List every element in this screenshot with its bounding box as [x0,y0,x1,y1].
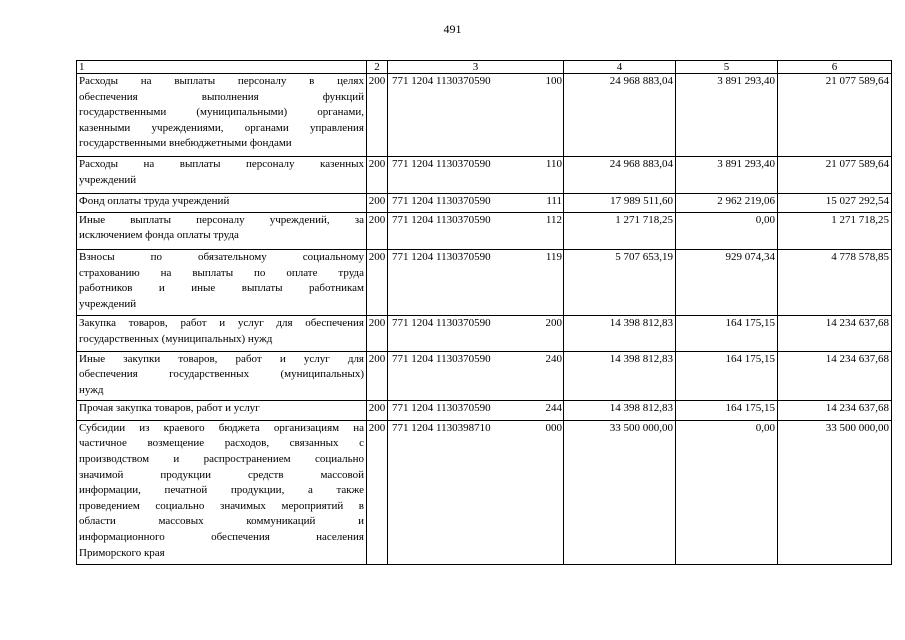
description-line: казенными учреждениями, органами управления [79,121,364,134]
classification-code: 771 1204 1130370590 [392,213,491,226]
description-line: работников и иные выплаты работникам [79,282,364,295]
description-line: учреждений [79,297,137,310]
table-row [77,74,892,157]
classification-code-cell [388,420,564,564]
amount-change: 164 175,15 [676,401,778,421]
classification-code-cell [388,194,564,213]
row-description [77,420,367,564]
amount-total: 33 500 000,00 [778,420,892,564]
table-row [77,156,892,193]
description-line: информации, печатной продукции, а также [79,484,364,497]
column-header: 4 [564,61,676,74]
row-description [77,212,367,249]
amount-change: 164 175,15 [676,316,778,351]
expense-type-code: 110 [545,157,562,170]
row-description [77,316,367,351]
description-line: значимой продукции средств массовой [79,468,364,481]
amount-approved: 24 968 883,04 [564,156,676,193]
description-line: частичное возмещение расходов, связанных с [79,437,364,450]
classification-code-cell [388,316,564,351]
table-row [77,249,892,315]
amount-change: 3 891 293,40 [676,74,778,157]
section-code: 200 [367,156,388,193]
description-line: Прочая закупка товаров, работ и услуг [79,402,260,415]
description-line: Расходы на выплаты персоналу в целях [79,75,364,87]
description-line: области массовых коммуникаций и [79,515,364,528]
amount-change: 2 962 219,06 [676,194,778,213]
description-line: исключением фонда оплаты труда [79,229,239,242]
section-code: 200 [367,351,388,401]
section-code: 200 [367,249,388,315]
column-header: 2 [367,61,388,74]
amount-change: 3 891 293,40 [676,156,778,193]
classification-code: 771 1204 1130398710 [392,421,491,434]
table-row [77,194,892,213]
description-line: производством и распространением социально [79,453,364,466]
classification-code-cell [388,156,564,193]
amount-approved: 33 500 000,00 [564,420,676,564]
description-line: обеспечения государственных (муниципальных) [79,368,364,381]
table-body [77,74,892,565]
amount-change: 0,00 [676,212,778,249]
expense-type-code: 112 [545,213,562,226]
section-code: 200 [367,74,388,157]
amount-total: 14 234 637,68 [778,316,892,351]
section-code: 200 [367,194,388,213]
description-line: Приморского края [79,546,165,559]
classification-code: 771 1204 1130370590 [392,352,491,365]
row-description [77,401,367,421]
classification-code: 771 1204 1130370590 [392,157,491,170]
description-line: проведением социально значимых мероприятий в [79,499,364,512]
section-code: 200 [367,212,388,249]
amount-change: 164 175,15 [676,351,778,401]
row-description [77,74,367,157]
classification-code-cell [388,401,564,421]
amount-approved: 14 398 812,83 [564,316,676,351]
classification-code-cell [388,212,564,249]
description-line: Иные закупки товаров, работ и услуг для [79,352,364,365]
expense-type-code: 119 [545,250,562,263]
column-header: 5 [676,61,778,74]
expense-type-code: 111 [546,195,562,208]
section-code: 200 [367,316,388,351]
section-code: 200 [367,420,388,564]
description-line: Иные выплаты персоналу учреждений, за [79,213,364,226]
amount-total: 14 234 637,68 [778,401,892,421]
row-description [77,249,367,315]
column-header: 3 [388,61,564,74]
description-line: страхованию на выплаты по оплате труда [79,266,364,279]
table-row [77,316,892,351]
classification-code-cell [388,351,564,401]
expense-type-code: 000 [545,421,562,434]
description-line: Взносы по обязательному социальному [79,250,364,263]
description-line: обеспечения выполнения функций [79,90,364,103]
page-number: 491 [443,22,462,36]
amount-total: 1 271 718,25 [778,212,892,249]
amount-total: 21 077 589,64 [778,156,892,193]
row-description [77,351,367,401]
classification-code: 771 1204 1130370590 [392,250,491,263]
description-line: учреждений [79,173,137,186]
expense-type-code: 240 [545,352,562,365]
table-row [77,351,892,401]
table-row [77,212,892,249]
amount-approved: 14 398 812,83 [564,351,676,401]
description-line: государственных (муниципальных) нужд [79,332,273,345]
classification-code: 771 1204 1130370590 [392,317,491,330]
description-line: Субсидии из краевого бюджета организациям на [79,421,364,434]
expense-type-code: 244 [545,402,562,415]
table-row [77,420,892,564]
description-line: нужд [79,383,104,396]
amount-approved: 14 398 812,83 [564,401,676,421]
budget-table [76,60,892,565]
expense-type-code: 200 [545,317,562,330]
description-line: информационного обеспечения населения [79,531,364,544]
row-description [77,194,367,213]
classification-code: 771 1204 1130370590 [392,195,491,208]
description-line: Расходы на выплаты персоналу казенных [79,157,364,170]
description-line: государственными (муниципальными) органами, [79,106,364,119]
table-row [77,401,892,421]
classification-code-cell [388,249,564,315]
amount-approved: 1 271 718,25 [564,212,676,249]
section-code: 200 [367,401,388,421]
expense-type-code: 100 [545,75,562,87]
classification-code-cell [388,74,564,157]
column-header: 1 [77,61,367,74]
description-line: Закупка товаров, работ и услуг для обеспечения [79,317,364,330]
classification-code: 771 1204 1130370590 [392,75,491,87]
description-line: государственными внебюджетными фондами [79,137,292,150]
description-line: Фонд оплаты труда учреждений [79,195,230,208]
amount-approved: 5 707 653,19 [564,249,676,315]
amount-approved: 17 989 511,60 [564,194,676,213]
amount-total: 15 027 292,54 [778,194,892,213]
amount-change: 0,00 [676,420,778,564]
classification-code: 771 1204 1130370590 [392,402,491,415]
amount-approved: 24 968 883,04 [564,74,676,157]
column-number-row [77,61,892,74]
row-description [77,156,367,193]
amount-total: 4 778 578,85 [778,249,892,315]
amount-total: 21 077 589,64 [778,74,892,157]
amount-total: 14 234 637,68 [778,351,892,401]
amount-change: 929 074,34 [676,249,778,315]
column-header: 6 [778,61,892,74]
